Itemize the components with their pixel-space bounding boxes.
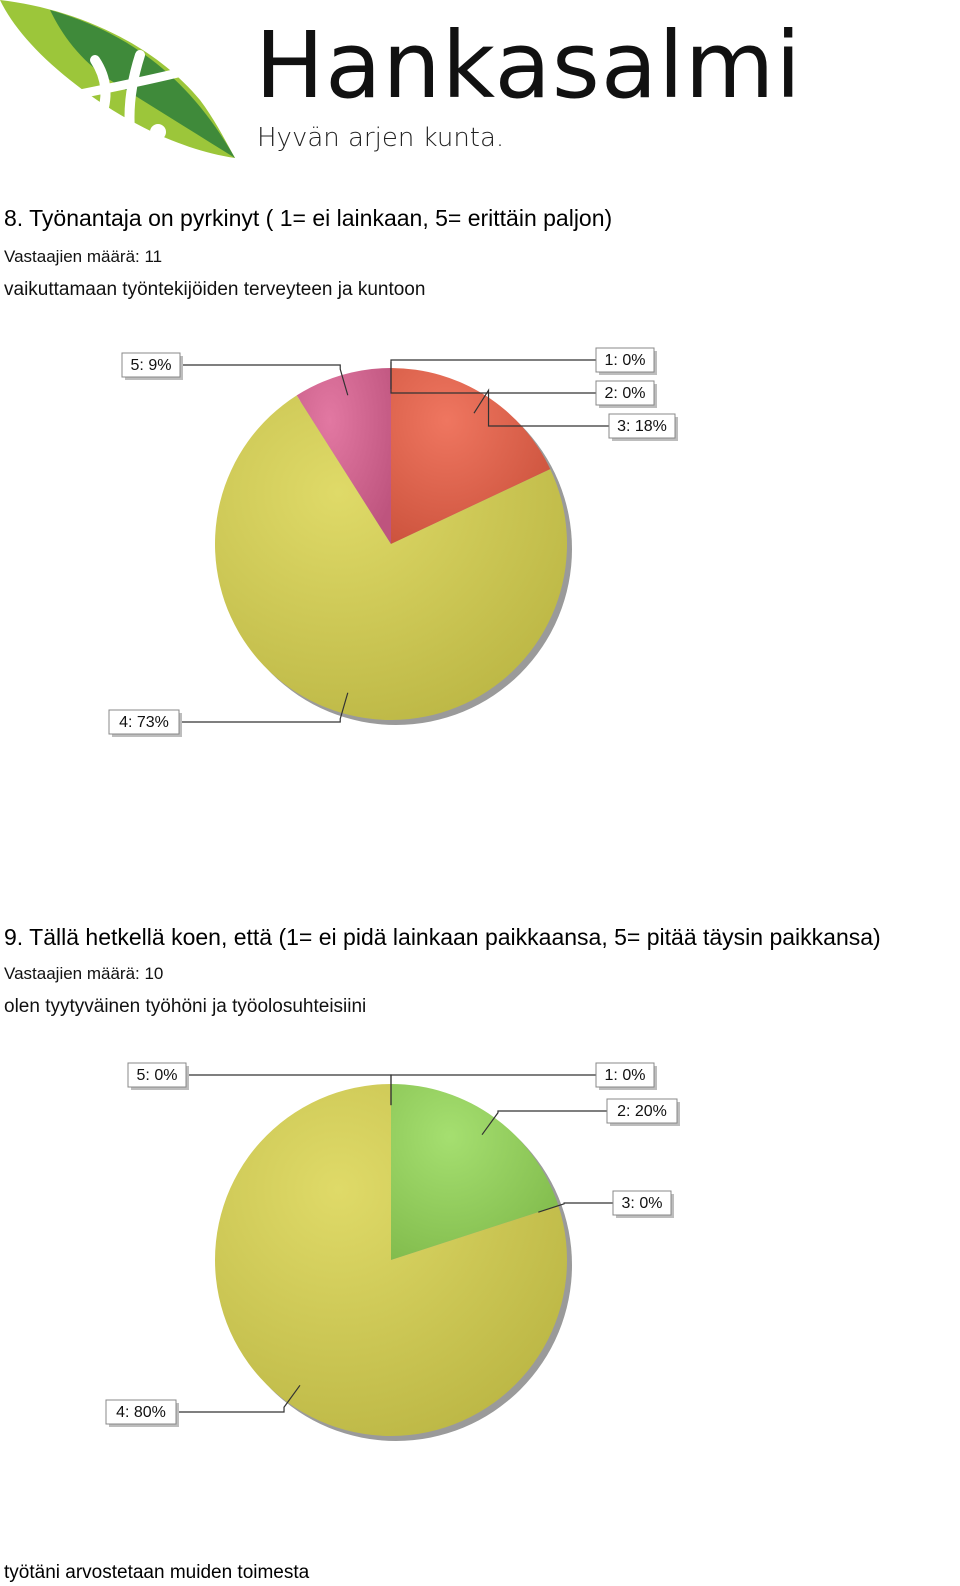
slice-label-3: 3: 0%: [621, 1195, 663, 1212]
respondent-count: Vastaajien määrä: 10: [4, 964, 164, 983]
question-title: 9. Tällä hetkellä koen, että (1= ei pidä lainkaan paikkaansa, 5= pitää täysin paikkansa): [4, 924, 881, 950]
slice-label-1: 1: 0%: [604, 1067, 646, 1084]
slice-label-2: 2: 0%: [604, 385, 646, 402]
header: [0, 0, 960, 175]
question-subtitle: vaikuttamaan työntekijöiden terveyteen ja kuntoon: [4, 279, 426, 300]
slice-label-1: 1: 0%: [604, 352, 646, 369]
slice-label-3: 3: 18%: [617, 418, 667, 435]
slice-label-5: 5: 0%: [136, 1067, 178, 1084]
question-subtitle: olen tyytyväinen työhöni ja työolosuhteisiini: [4, 996, 367, 1017]
question-title: 8. Työnantaja on pyrkinyt ( 1= ei lainkaan, 5= erittäin paljon): [4, 205, 613, 231]
respondent-count: Vastaajien määrä: 11: [4, 247, 163, 266]
hankasalmi-leaf-logo-icon: [0, 0, 250, 175]
slice-label-4: 4: 73%: [119, 714, 169, 731]
slice-label-4: 4: 80%: [116, 1404, 166, 1421]
slice-label-5: 5: 9%: [130, 357, 172, 374]
brand-name: Hankasalmi: [255, 12, 802, 119]
brand-slogan: Hyvän arjen kunta.: [257, 123, 505, 153]
pie-chart-q8: [0, 340, 960, 760]
slice-label-2: 2: 20%: [617, 1103, 667, 1120]
pie-chart-q9: [0, 1055, 960, 1475]
next-question-subtitle: työtäni arvostetaan muiden toimesta: [4, 1562, 310, 1583]
